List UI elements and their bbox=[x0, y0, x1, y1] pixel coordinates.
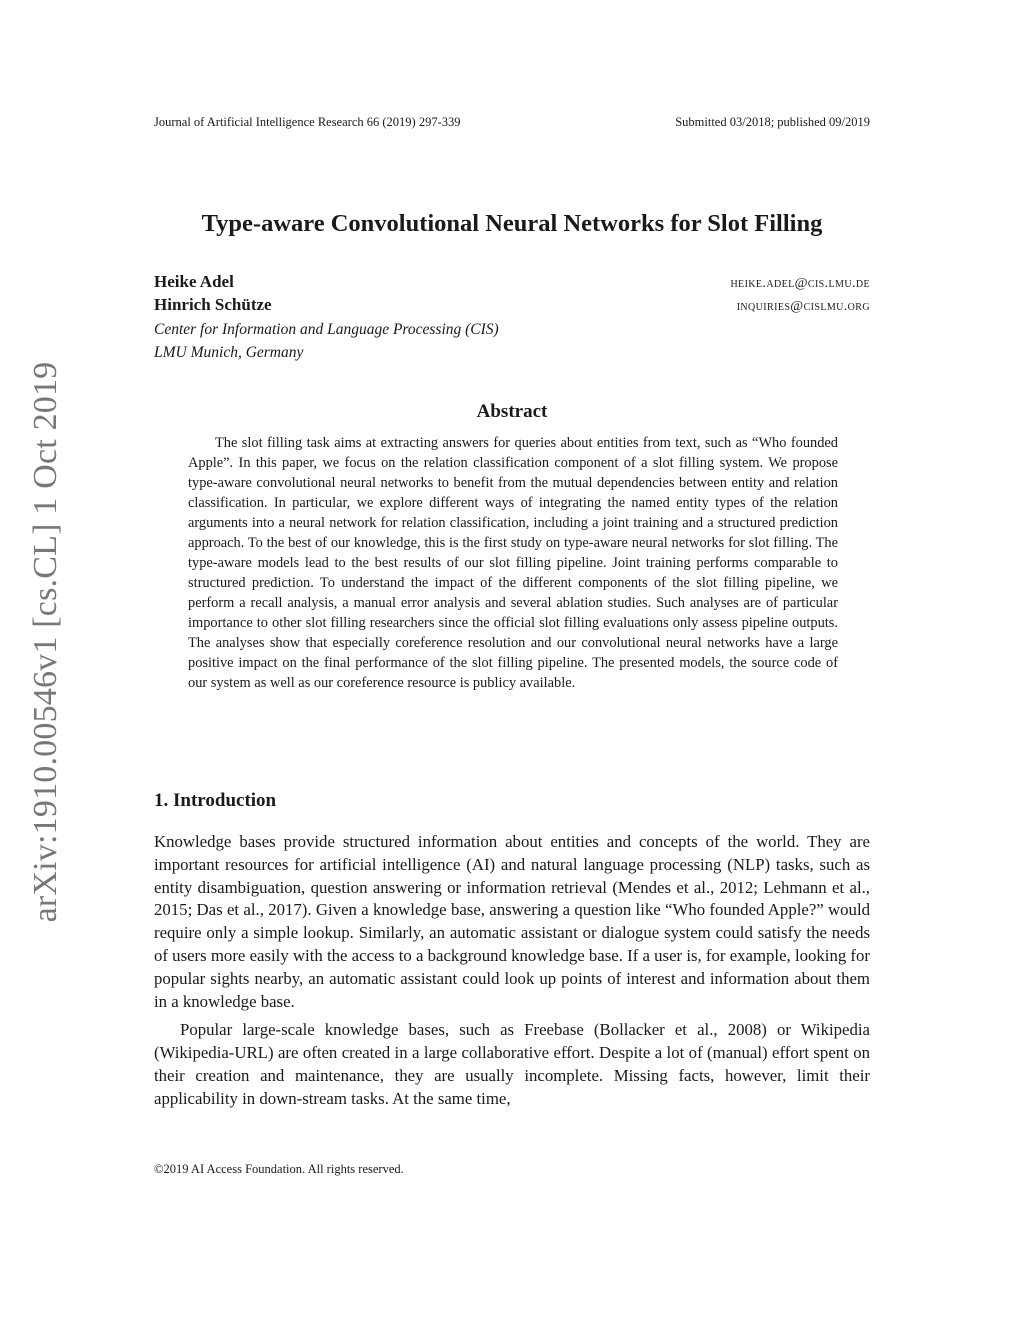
author-row bbox=[154, 295, 870, 318]
author-email: inquiries@cislmu.org bbox=[736, 299, 870, 314]
abstract-heading: Abstract bbox=[476, 401, 548, 422]
body-paragraph: Popular large-scale knowledge bases, such as Freebase (Bollacker et al., 2008) or Wikipedia (Wikipedia-URL) are often created in a large collaborative effort. Despite a lot of (manual) effort spent on their creation and maintenance, they are usually incomplete. Missing facts, however, limit their applicability in down-stream tasks. At the same time, bbox=[154, 1020, 870, 1108]
abstract-text: The slot filling task aims at extracting answers for queries about entities from text, such as “Who founded Apple”. In this paper, we focus on the relation classification component of a slot filling system. We propose type-aware convolutional neural networks to benefit from the mutual dependencies between entity and relation classification. In particular, we explore different ways of integrating the named entity types of the relation arguments into a neural network for relation classification, including a joint training and a structured prediction approach. To the best of our knowledge, this is the first study on type-aware neural networks for slot filling. The type-aware models lead to the best results of our slot filling pipeline. Joint training performs comparable to structured prediction. To understand the impact of the different components of the slot filling pipeline, we perform a recall analysis, a manual error analysis and several ablation studies. Such analyses are of particular importance to other slot filling researchers since the official slot filling evaluations only assess pipeline outputs. The analyses show that especially coreference resolution and our convolutional neural networks have a large positive impact on the final performance of the slot filling pipeline. The presented models, the source code of our system as well as our coreference resource is publicy available. bbox=[188, 435, 838, 691]
author-name: Heike Adel bbox=[154, 272, 234, 291]
author-email: heike.adel@cis.lmu.de bbox=[730, 276, 870, 291]
copyright-notice: ©2019 AI Access Foundation. All rights reserved. bbox=[154, 1162, 404, 1176]
author-name: Hinrich Schütze bbox=[154, 295, 272, 314]
affiliation-institute: Center for Information and Language Processing (CIS) bbox=[154, 321, 499, 338]
introduction-body bbox=[154, 831, 870, 1111]
section-heading: 1. Introduction bbox=[154, 790, 277, 811]
journal-citation: Journal of Artificial Intelligence Research 66 (2019) 297-339 bbox=[154, 115, 461, 129]
affiliation-location: LMU Munich, Germany bbox=[154, 344, 304, 361]
author-row bbox=[154, 272, 870, 295]
submission-dates: Submitted 03/2018; published 09/2019 bbox=[675, 115, 870, 129]
arxiv-identifier: arXiv:1910.00546v1 [cs.CL] 1 Oct 2019 bbox=[27, 361, 64, 923]
body-paragraph: Knowledge bases provide structured information about entities and concepts of the world. They are important resources for artificial intelligence (AI) and natural language processing (NLP) tasks, such as entity disambiguation, question answering or information retrieval (Mendes et al., 2012; Lehmann et al., 2015; Das et al., 2017). Given a knowledge base, answering a question like “Who founded Apple?” would require only a simple lookup. Similarly, an automatic assistant or dialogue system could satisfy the needs of users more easily with the access to a background knowledge base. If a user is, for example, looking for popular sights nearby, an automatic assistant could look up points of interest and information about them in a knowledge base. bbox=[154, 832, 870, 1011]
running-header bbox=[154, 115, 870, 130]
author-block bbox=[154, 272, 870, 364]
paper-title: Type-aware Convolutional Neural Networks for Slot Filling bbox=[201, 210, 823, 237]
